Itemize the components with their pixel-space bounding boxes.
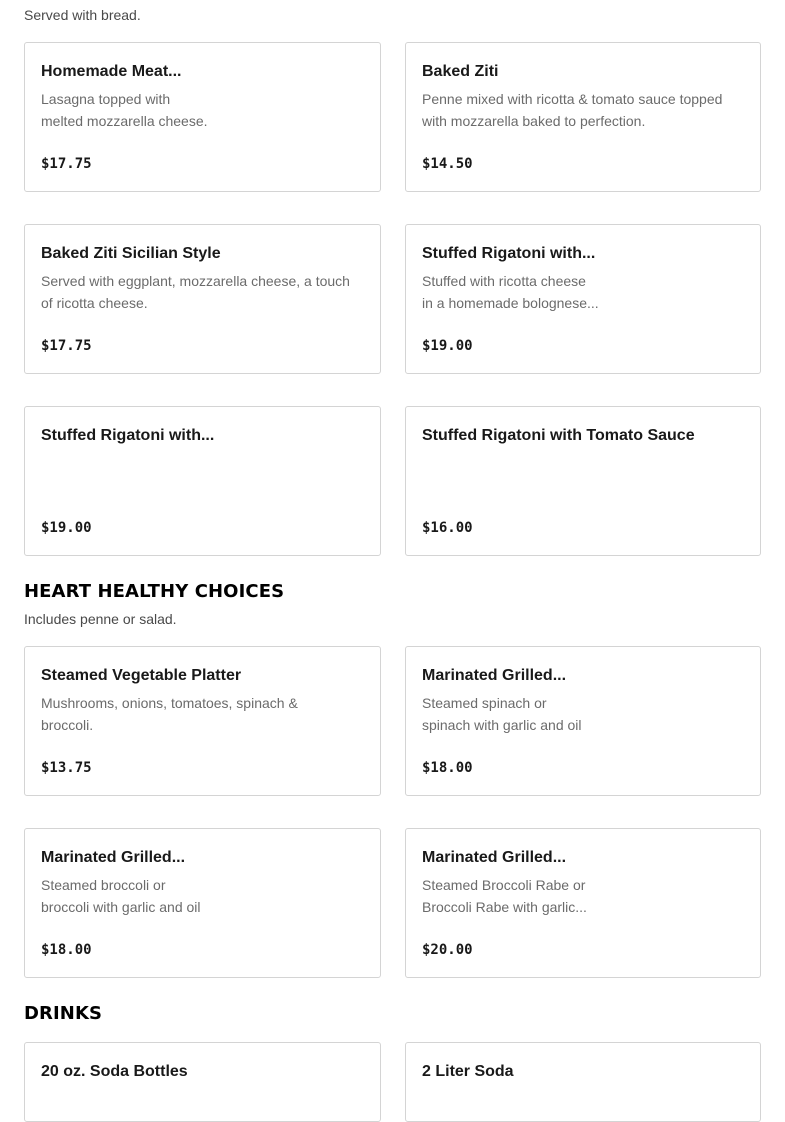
menu-item-name: 2 Liter Soda: [422, 1063, 514, 1080]
menu-item-description-line: broccoli with garlic and oil: [41, 899, 201, 915]
menu-item-price: $13.75: [41, 760, 92, 776]
menu-item-price: $19.00: [422, 338, 473, 354]
menu-item-description-line: Steamed spinach or: [422, 695, 547, 711]
menu-item-name: Marinated Grilled...: [422, 667, 567, 684]
menu-item-description-line: Mushrooms, onions, tomatoes, spinach &: [41, 695, 298, 711]
menu-item-description-line: spinach with garlic and oil: [422, 717, 582, 733]
menu-item-card[interactable]: [405, 224, 761, 374]
heart-healthy-section-description: Includes penne or salad.: [24, 611, 177, 627]
menu-item-name: Stuffed Rigatoni with...: [41, 427, 215, 444]
menu-item-description-line: Steamed broccoli or: [41, 877, 166, 893]
menu-item-name: Stuffed Rigatoni with...: [422, 245, 596, 262]
menu-item-card[interactable]: [405, 1042, 761, 1122]
menu-item-description-line: in a homemade bolognese...: [422, 295, 599, 311]
menu-item-price: $14.50: [422, 156, 473, 172]
section-title-heart-healthy: HEART HEALTHY CHOICES: [24, 581, 285, 602]
menu-item-card[interactable]: [405, 406, 761, 556]
menu-item-description-line: Penne mixed with ricotta & tomato sauce topped: [422, 91, 723, 107]
menu-item-name: Stuffed Rigatoni with Tomato Sauce: [422, 427, 695, 444]
menu-item-card[interactable]: [405, 646, 761, 796]
menu-item-card[interactable]: [24, 406, 381, 556]
menu-item-price: $18.00: [41, 942, 92, 958]
menu-item-description-line: melted mozzarella cheese.: [41, 113, 208, 129]
menu-item-description-line: Broccoli Rabe with garlic...: [422, 899, 587, 915]
menu-item-description: [41, 88, 208, 132]
menu-item-description-line: broccoli.: [41, 717, 94, 733]
section-title-drinks: DRINKS: [24, 1003, 103, 1024]
menu-item-description-line: Steamed Broccoli Rabe or: [422, 877, 586, 893]
menu-item-description-line: Stuffed with ricotta cheese: [422, 273, 586, 289]
menu-item-description: [422, 692, 582, 736]
menu-item-card[interactable]: [24, 224, 381, 374]
menu-item-description: [422, 88, 722, 132]
menu-item-card[interactable]: [405, 828, 761, 978]
menu-item-description: [41, 692, 298, 736]
menu-item-description-line: Lasagna topped with: [41, 91, 171, 107]
menu-item-description-line: with mozzarella baked to perfection.: [422, 113, 646, 129]
menu-item-description: [422, 270, 599, 314]
menu-item-card[interactable]: [24, 828, 381, 978]
menu-item-card[interactable]: [24, 42, 381, 192]
menu-item-price: $16.00: [422, 520, 473, 536]
menu-item-card[interactable]: [405, 42, 761, 192]
menu-item-description: [41, 874, 201, 918]
menu-item-name: 20 oz. Soda Bottles: [41, 1063, 188, 1080]
menu-item-card[interactable]: [24, 646, 381, 796]
menu-item-description-line: Served with eggplant, mozzarella cheese, a touch: [41, 273, 350, 289]
menu-item-price: $17.75: [41, 156, 92, 172]
menu-item-card[interactable]: [24, 1042, 381, 1122]
menu-item-price: $17.75: [41, 338, 92, 354]
menu-item-name: Marinated Grilled...: [41, 849, 186, 866]
menu-item-price: $19.00: [41, 520, 92, 536]
menu-item-description: [41, 270, 350, 314]
menu-item-description-line: of ricotta cheese.: [41, 295, 148, 311]
menu-item-name: Homemade Meat...: [41, 63, 182, 80]
menu-item-price: $20.00: [422, 942, 473, 958]
menu-item-name: Baked Ziti: [422, 63, 499, 80]
menu-item-name: Marinated Grilled...: [422, 849, 567, 866]
menu-item-name: Steamed Vegetable Platter: [41, 667, 242, 684]
menu-item-name: Baked Ziti Sicilian Style: [41, 245, 221, 262]
menu-item-description: [422, 874, 587, 918]
pasta-section-description: Served with bread.: [24, 7, 141, 23]
menu-item-price: $18.00: [422, 760, 473, 776]
